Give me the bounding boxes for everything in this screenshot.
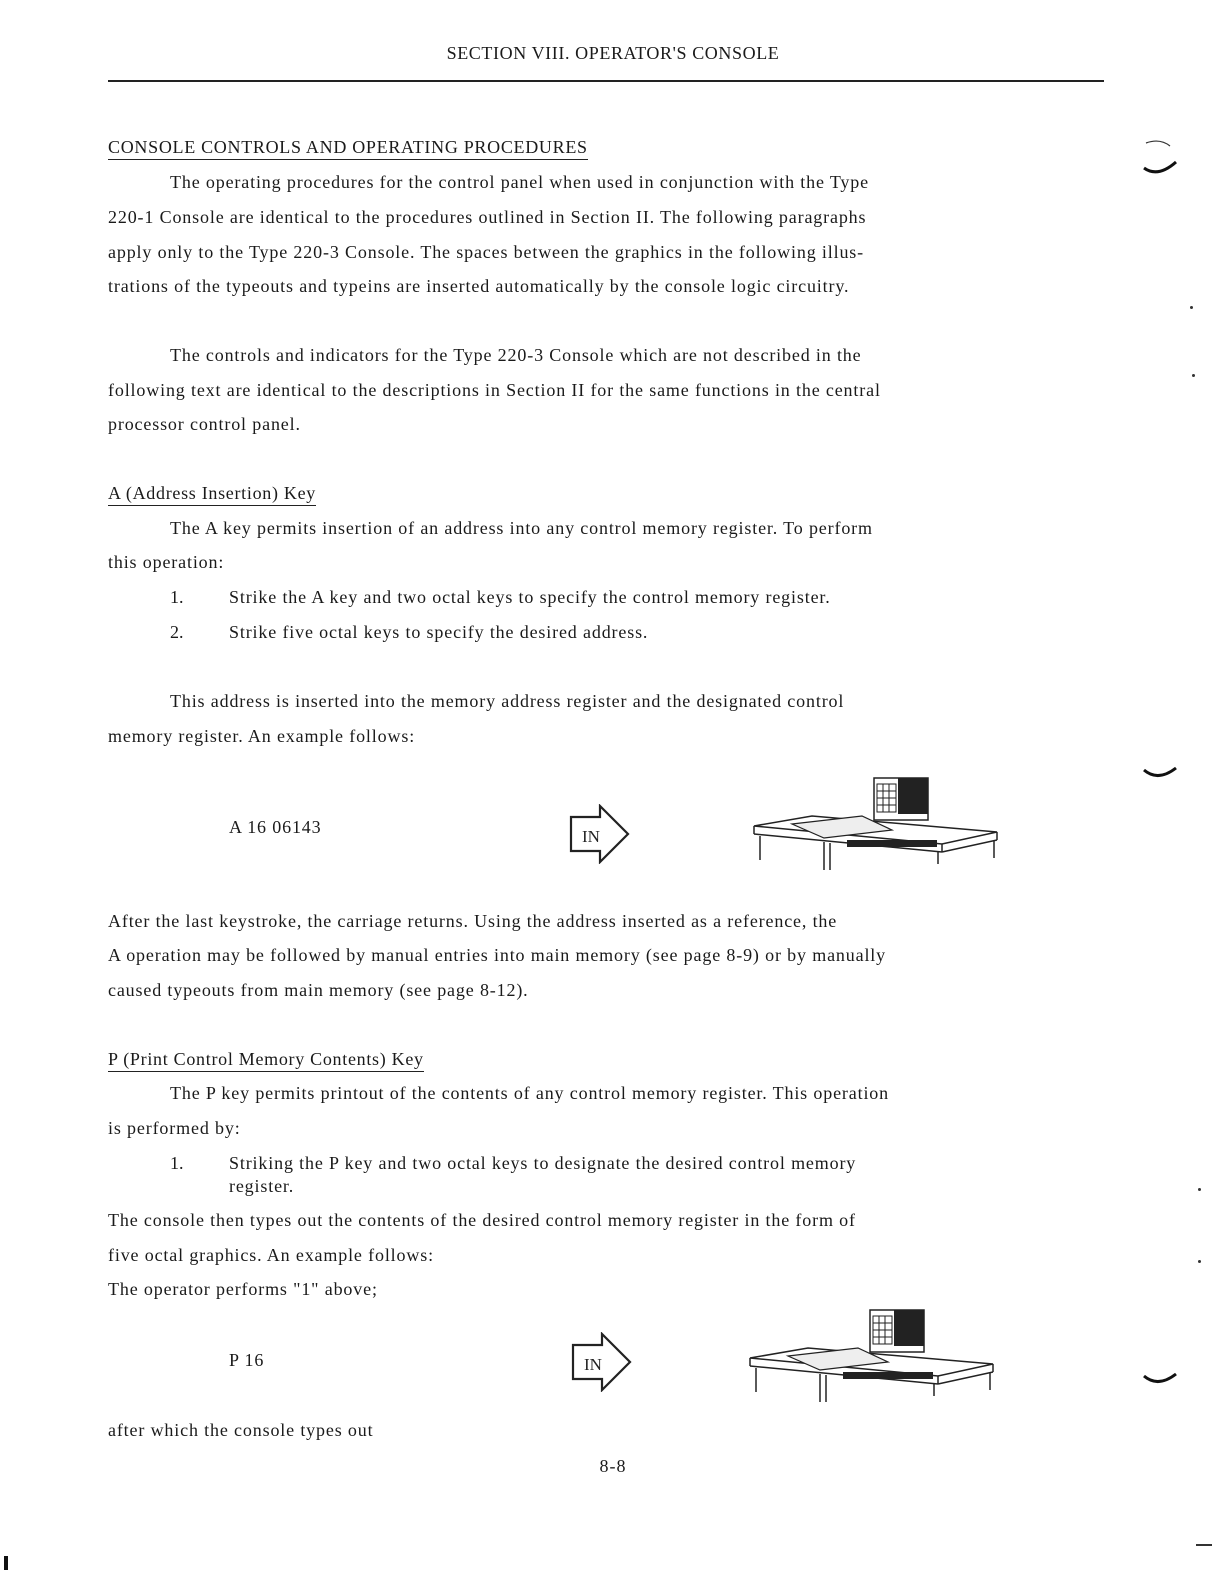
paragraph-line: this operation: [108, 552, 225, 572]
scan-speck [1192, 374, 1195, 377]
binder-hole-mark-icon [1140, 140, 1190, 180]
section-heading-p-key: P (Print Control Memory Contents) Key [108, 1048, 424, 1072]
scan-mark [1196, 1544, 1212, 1546]
paragraph-line: is performed by: [108, 1118, 241, 1138]
paragraph-line: five octal graphics. An example follows: [108, 1245, 434, 1265]
paragraph-line: The console then types out the contents of the desired control memory register in the form of [108, 1210, 856, 1230]
paragraph-line: The A key permits insertion of an address into any control memory register. To perform [170, 518, 873, 538]
paragraph-line: processor control panel. [108, 414, 301, 434]
binder-hole-mark-icon [1140, 760, 1190, 790]
paragraph-line: The operator performs "1" above; [108, 1279, 378, 1299]
scan-speck [1198, 1188, 1201, 1191]
paragraph-line: after which the console types out [108, 1420, 374, 1440]
section-heading-console-controls: CONSOLE CONTROLS AND OPERATING PROCEDURES [108, 136, 588, 160]
scan-speck [1198, 1260, 1201, 1263]
paragraph-line: The operating procedures for the control panel when used in conjunction with the Type [170, 172, 869, 192]
paragraph-line: The controls and indicators for the Type 220-3 Console which are not described in the [170, 345, 862, 365]
binder-hole-mark-icon [1140, 1366, 1190, 1396]
step-number: 1. [170, 1153, 184, 1173]
console-illustration-icon [748, 1308, 998, 1404]
step-text: Strike five octal keys to specify the desired address. [229, 622, 649, 642]
step-number: 1. [170, 587, 184, 607]
scan-speck [1190, 306, 1193, 309]
page-header: SECTION VIII. OPERATOR'S CONSOLE [446, 43, 780, 63]
paragraph-line: memory register. An example follows: [108, 726, 416, 746]
example-typein: A 16 06143 [229, 817, 322, 837]
in-arrow-label: IN [582, 827, 600, 846]
paragraph-line: The P key permits printout of the contents of any control memory register. This operation [170, 1083, 890, 1103]
step-number: 2. [170, 622, 184, 642]
in-arrow-icon [568, 804, 632, 864]
paragraph-line: A operation may be followed by manual entries into main memory (see page 8-9) or by manually [108, 945, 887, 965]
paragraph-line: This address is inserted into the memory address register and the designated control [170, 691, 845, 711]
step-text: register. [229, 1176, 295, 1196]
step-text: Strike the A key and two octal keys to specify the control memory register. [229, 587, 831, 607]
paragraph-line: caused typeouts from main memory (see page 8-12). [108, 980, 529, 1000]
section-heading-a-key: A (Address Insertion) Key [108, 482, 316, 506]
in-arrow-icon [570, 1332, 634, 1392]
paragraph-line: following text are identical to the descriptions in Section II for the same functions in the central [108, 380, 881, 400]
in-arrow-label: IN [584, 1355, 602, 1374]
paragraph-line: 220-1 Console are identical to the procedures outlined in Section II. The following paragraphs [108, 207, 867, 227]
step-text: Striking the P key and two octal keys to designate the desired control memory [229, 1153, 857, 1173]
paragraph-line: After the last keystroke, the carriage returns. Using the address inserted as a reference, the [108, 911, 838, 931]
paragraph-line: apply only to the Type 220-3 Console. The spaces between the graphics in the following illus- [108, 242, 864, 262]
page-number: 8-8 [599, 1456, 627, 1476]
scan-mark [4, 1556, 8, 1570]
paragraph-line: trations of the typeouts and typeins are inserted automatically by the console logic circuitry. [108, 276, 850, 296]
example-typein: P 16 [229, 1350, 265, 1370]
console-illustration-icon [752, 776, 1002, 872]
header-rule [108, 80, 1104, 82]
